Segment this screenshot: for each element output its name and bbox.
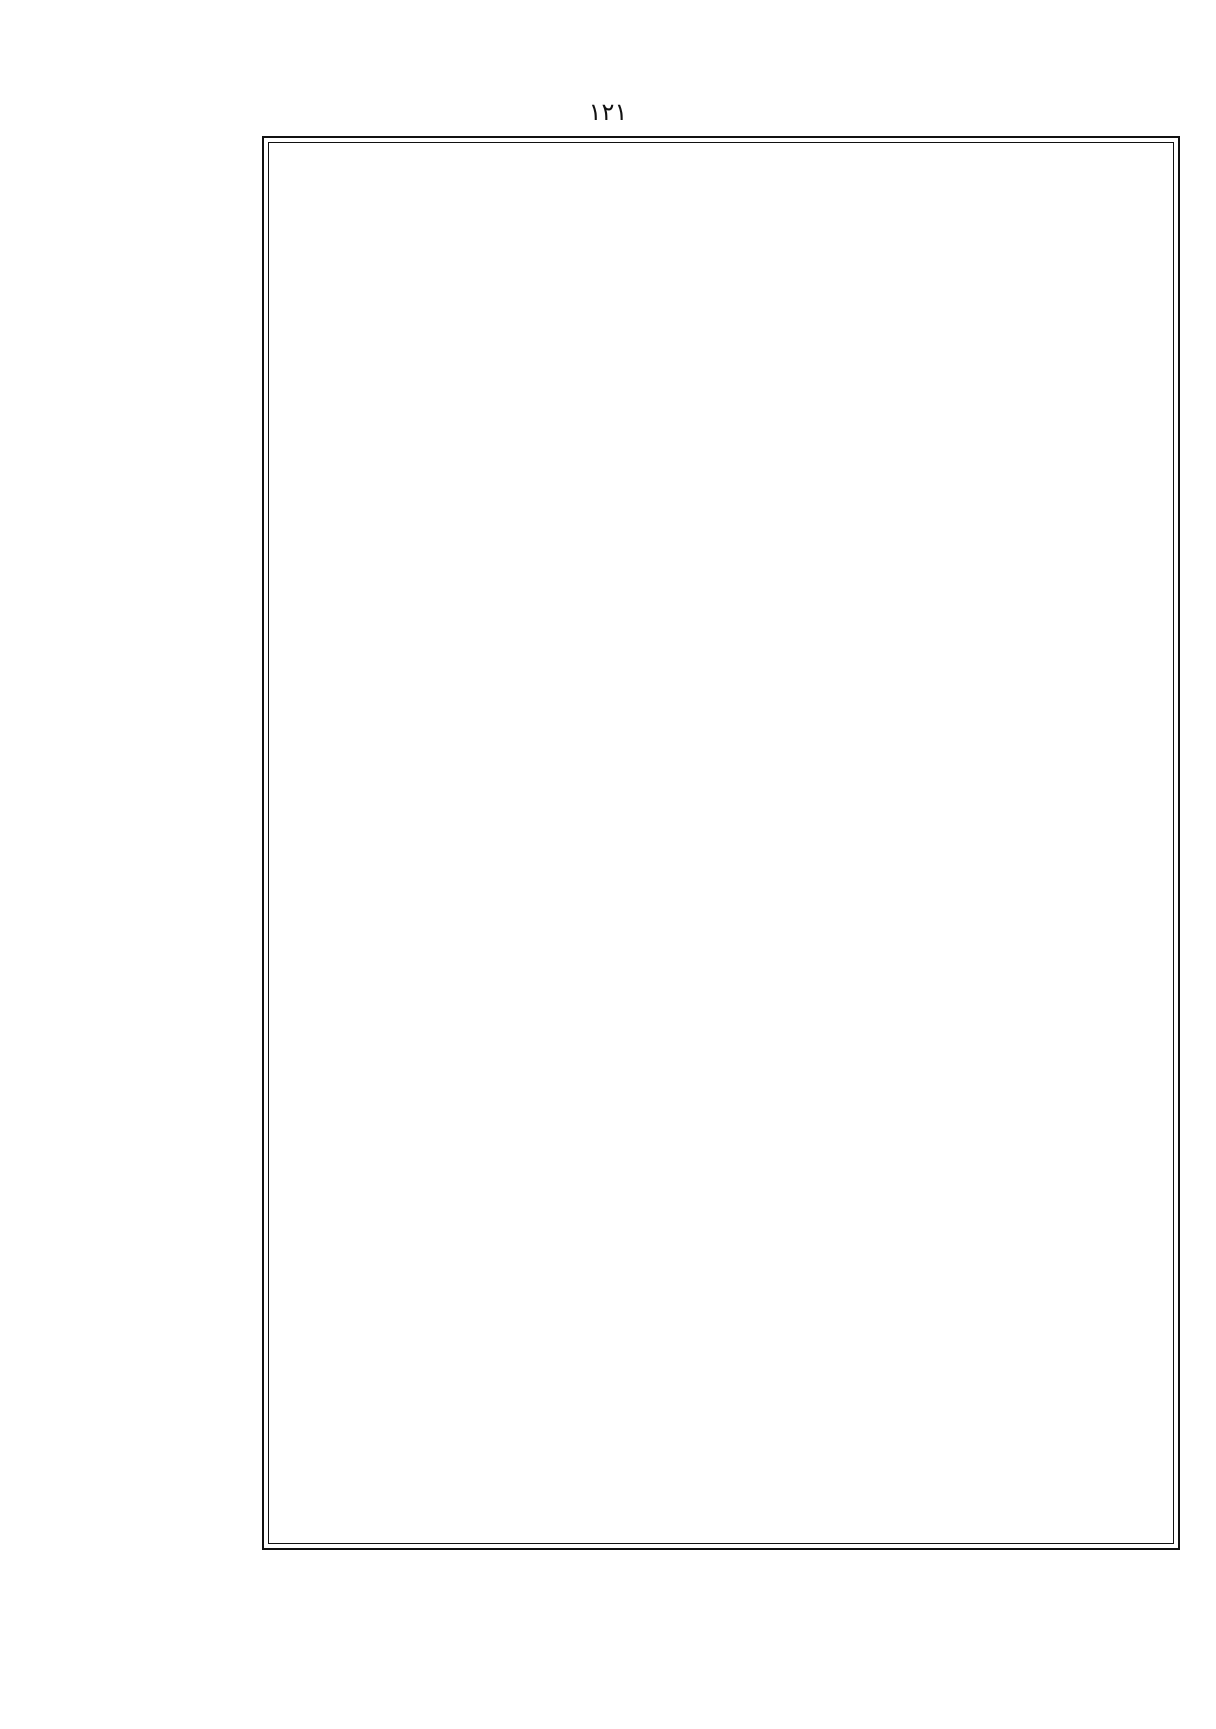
main-text-line-35 — [278, 1461, 1164, 1500]
page-number: ١٢١ — [588, 98, 628, 126]
page-footer — [22, 1568, 1180, 1664]
main-text-line-25 — [278, 1075, 1164, 1114]
margin-text-line-16 — [22, 704, 250, 744]
main-text-line-11 — [278, 534, 1164, 573]
footer-line-2 — [22, 1614, 1180, 1660]
main-text-line-26 — [278, 1113, 1164, 1152]
margin-lines-container — [22, 96, 250, 1556]
margin-text-line-34 — [22, 1435, 250, 1475]
margin-text-line-26 — [22, 1110, 250, 1150]
margin-text-line-11 — [22, 502, 250, 542]
margin-text-line-21 — [22, 907, 250, 947]
main-text-line-28 — [278, 1190, 1164, 1229]
margin-text-line-36 — [22, 1516, 250, 1556]
header-line-1 — [38, 40, 1180, 80]
main-lines-container — [278, 148, 1164, 1538]
main-text-line-9 — [278, 457, 1164, 496]
margin-text-line-9 — [22, 421, 250, 461]
margin-text-line-31 — [22, 1313, 250, 1353]
margin-text-line-4 — [22, 218, 250, 258]
main-text-line-24 — [278, 1036, 1164, 1075]
main-text-line-23 — [278, 997, 1164, 1036]
main-text-line-15 — [278, 689, 1164, 728]
main-text-line-12 — [278, 573, 1164, 612]
margin-text-line-32 — [22, 1353, 250, 1393]
margin-text-line-19 — [22, 826, 250, 866]
margin-text-line-28 — [22, 1191, 250, 1231]
main-text-line-22 — [278, 959, 1164, 998]
margin-text-line-15 — [22, 664, 250, 704]
main-text-panel — [262, 136, 1180, 1550]
margin-text-line-20 — [22, 867, 250, 907]
main-text-line-4 — [278, 264, 1164, 303]
margin-text-line-12 — [22, 542, 250, 582]
main-text-line-2 — [278, 187, 1164, 226]
main-text-line-14 — [278, 650, 1164, 689]
margin-text-line-2 — [22, 137, 250, 177]
main-text-line-6 — [278, 341, 1164, 380]
margin-text-line-1 — [22, 96, 250, 136]
main-text-line-10 — [278, 495, 1164, 534]
main-text-line-34 — [278, 1422, 1164, 1461]
margin-text-line-22 — [22, 948, 250, 988]
main-text-line-18 — [278, 804, 1164, 843]
margin-text-line-3 — [22, 177, 250, 217]
margin-text-line-33 — [22, 1394, 250, 1434]
margin-text-line-7 — [22, 339, 250, 379]
margin-text-line-6 — [22, 299, 250, 339]
main-text-line-30 — [278, 1268, 1164, 1307]
main-text-line-5 — [278, 302, 1164, 341]
margin-text-line-18 — [22, 786, 250, 826]
main-text-line-8 — [278, 418, 1164, 457]
margin-text-line-17 — [22, 745, 250, 785]
main-text-line-27 — [278, 1152, 1164, 1191]
margin-text-line-23 — [22, 988, 250, 1028]
main-text-line-7 — [278, 380, 1164, 419]
margin-text-line-24 — [22, 1029, 250, 1069]
margin-commentary — [22, 96, 250, 1556]
main-text-line-17 — [278, 766, 1164, 805]
main-text-line-20 — [278, 882, 1164, 921]
main-text-line-19 — [278, 843, 1164, 882]
margin-text-line-8 — [22, 380, 250, 420]
margin-text-line-25 — [22, 1070, 250, 1110]
margin-text-line-30 — [22, 1272, 250, 1312]
margin-text-line-5 — [22, 258, 250, 298]
main-text-line-33 — [278, 1384, 1164, 1423]
margin-text-line-29 — [22, 1232, 250, 1272]
footer-line-1 — [22, 1568, 1180, 1614]
margin-text-line-14 — [22, 623, 250, 663]
margin-text-line-27 — [22, 1151, 250, 1191]
main-text-line-29 — [278, 1229, 1164, 1268]
main-text-line-32 — [278, 1345, 1164, 1384]
margin-text-line-13 — [22, 583, 250, 623]
main-text-line-16 — [278, 727, 1164, 766]
main-text-line-21 — [278, 920, 1164, 959]
margin-text-line-35 — [22, 1475, 250, 1515]
margin-text-line-10 — [22, 461, 250, 501]
main-text-line-31 — [278, 1306, 1164, 1345]
main-text-line-36 — [278, 1499, 1164, 1538]
main-text-line-1 — [278, 148, 1164, 187]
main-text-line-3 — [278, 225, 1164, 264]
main-text-line-13 — [278, 611, 1164, 650]
